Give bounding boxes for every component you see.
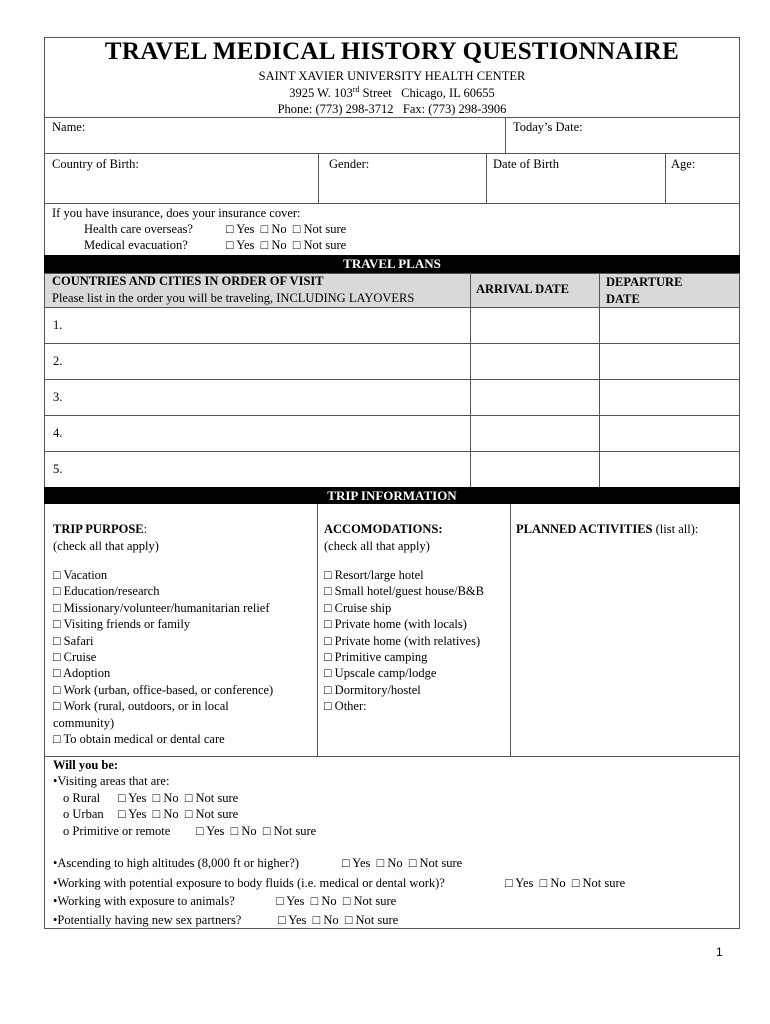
travel-departure-input[interactable] (601, 453, 738, 486)
accommodation-option[interactable]: □ Dormitory/hostel (324, 682, 421, 697)
question-altitude-options[interactable]: □ Yes □ No □ Not sure (342, 856, 463, 870)
address-post: Street Chicago, IL 60655 (359, 86, 495, 101)
country-of-birth-label: Country of Birth: (52, 157, 139, 171)
trip-purpose-option[interactable]: □ Vacation (53, 568, 108, 582)
travel-arrival-input[interactable] (472, 417, 598, 450)
question-body-fluids-options[interactable]: □ Yes □ No □ Not sure (505, 876, 626, 890)
travel-departure-input[interactable] (601, 345, 738, 378)
travel-arrival-input[interactable] (472, 345, 598, 378)
planned-activities-sub: (list all): (652, 522, 699, 536)
travel-row-number: 2. (53, 354, 63, 368)
planned-activities-input[interactable] (512, 542, 738, 754)
age-label: Age: (671, 157, 696, 171)
age-input[interactable] (666, 174, 739, 202)
address-pre: 3925 W. 103 (289, 86, 353, 101)
area-primitive-label: o Primitive or remote (63, 824, 171, 838)
divider (44, 203, 740, 204)
trip-purpose-list (53, 567, 315, 747)
departure-date-header (606, 274, 682, 308)
gender-input[interactable] (319, 174, 485, 202)
todays-date-input[interactable] (506, 134, 739, 152)
travel-destination-input[interactable] (66, 381, 468, 414)
travel-destination-input[interactable] (66, 453, 468, 486)
will-you-be-title: Will you be: (53, 758, 119, 772)
trip-purpose-colon: : (143, 522, 148, 536)
todays-date-label: Today’s Date: (513, 120, 583, 134)
insurance-overseas-options[interactable]: □ Yes □ No □ Not sure (226, 222, 347, 236)
travel-destination-input[interactable] (66, 345, 468, 378)
travel-departure-input[interactable] (601, 381, 738, 414)
divider (44, 307, 740, 308)
area-urban-options[interactable]: □ Yes □ No □ Not sure (118, 807, 239, 821)
accommodation-option[interactable]: □ Private home (with relatives) (324, 633, 481, 648)
travel-row-number: 1. (53, 318, 63, 332)
trip-purpose-heading (53, 522, 147, 537)
country-of-birth-input[interactable] (45, 174, 317, 202)
divider (44, 153, 740, 154)
travel-destination-input[interactable] (66, 417, 468, 450)
travel-destination-input[interactable] (66, 309, 468, 342)
insurance-question: If you have insurance, does your insurance cover: (52, 206, 301, 220)
trip-purpose-option[interactable]: □ Safari (53, 633, 94, 648)
visiting-areas-label: •Visiting areas that are: (53, 774, 170, 788)
accommodation-option[interactable]: □ Other: (324, 699, 367, 714)
accommodations-sub: (check all that apply) (324, 539, 430, 553)
divider (44, 117, 740, 118)
insurance-evacuation-options[interactable]: □ Yes □ No □ Not sure (226, 238, 347, 252)
departure-line1: DEPARTURE (606, 275, 683, 289)
accommodation-option[interactable]: □ Upscale camp/lodge (324, 666, 437, 681)
trip-purpose-sub: (check all that apply) (53, 539, 159, 553)
area-rural-options[interactable]: □ Yes □ No □ Not sure (118, 791, 239, 805)
trip-purpose-option[interactable]: □ Adoption (53, 666, 111, 681)
travel-plans-bar: TRAVEL PLANS (44, 255, 740, 273)
countries-col-title: COUNTRIES AND CITIES IN ORDER OF VISIT (52, 274, 324, 288)
org-name: SAINT XAVIER UNIVERSITY HEALTH CENTER (258, 69, 526, 83)
page-number: 1 (716, 945, 723, 959)
divider (44, 415, 740, 416)
planned-activities-title: PLANNED ACTIVITIES (516, 522, 653, 536)
question-sex-partners-options[interactable]: □ Yes □ No □ Not sure (278, 913, 399, 927)
trip-purpose-option-cont: community) (53, 715, 115, 730)
gender-label: Gender: (329, 157, 370, 171)
divider (44, 343, 740, 344)
travel-row-number: 3. (53, 390, 63, 404)
accommodation-option[interactable]: □ Private home (with locals) (324, 617, 467, 632)
arrival-date-header: ARRIVAL DATE (476, 282, 569, 296)
trip-purpose-option[interactable]: □ Missionary/volunteer/humanitarian relief (53, 600, 270, 615)
insurance-evacuation-label: Medical evacuation? (84, 238, 188, 252)
travel-row-number: 4. (53, 426, 63, 440)
org-address (44, 85, 740, 101)
accommodation-option[interactable]: □ Primitive camping (324, 650, 428, 665)
question-body-fluids-label: •Working with potential exposure to body fluids (i.e. medical or dental work)? (53, 876, 445, 890)
question-animals-options[interactable]: □ Yes □ No □ Not sure (276, 894, 397, 908)
address-sup: rd (352, 85, 360, 94)
travel-arrival-input[interactable] (472, 381, 598, 414)
question-altitude-label: •Ascending to high altitudes (8,000 ft or higher?) (53, 856, 299, 870)
divider (44, 273, 740, 274)
divider (599, 273, 600, 487)
travel-departure-input[interactable] (601, 417, 738, 450)
divider (44, 451, 740, 452)
departure-line2: DATE (606, 292, 640, 306)
divider (44, 756, 740, 757)
divider (44, 379, 740, 380)
divider (470, 273, 471, 487)
date-of-birth-input[interactable] (487, 174, 664, 202)
accommodation-option[interactable]: □ Small hotel/guest house/B&B (324, 584, 484, 599)
divider (317, 504, 318, 756)
accommodation-option[interactable]: □ Resort/large hotel (324, 568, 424, 582)
travel-row-number: 5. (53, 462, 63, 476)
trip-purpose-option[interactable]: □ Work (rural, outdoors, or in local (53, 699, 229, 714)
trip-purpose-option[interactable]: □ To obtain medical or dental care (53, 732, 225, 747)
trip-information-bar: TRIP INFORMATION (44, 487, 740, 504)
travel-arrival-input[interactable] (472, 453, 598, 486)
accommodations-list (324, 567, 509, 715)
trip-purpose-option[interactable]: □ Cruise (53, 650, 97, 665)
divider (510, 504, 511, 756)
question-animals-label: •Working with exposure to animals? (53, 894, 235, 908)
accommodations-title: ACCOMODATIONS: (324, 522, 443, 536)
name-field-label: Name: (52, 120, 86, 134)
question-sex-partners-label: •Potentially having new sex partners? (53, 913, 242, 927)
travel-departure-input[interactable] (601, 309, 738, 342)
countries-col-sub: Please list in the order you will be traveling, INCLUDING LAYOVERS (52, 291, 415, 305)
page-title: TRAVEL MEDICAL HISTORY QUESTIONNAIRE (104, 38, 680, 65)
trip-purpose-option[interactable]: □ Education/research (53, 584, 160, 599)
name-field-input[interactable] (45, 134, 504, 152)
area-rural-label: o Rural (63, 791, 101, 805)
travel-arrival-input[interactable] (472, 309, 598, 342)
planned-activities-heading (516, 522, 698, 537)
trip-purpose-option[interactable]: □ Work (urban, office-based, or conference) (53, 682, 274, 697)
insurance-overseas-label: Health care overseas? (84, 222, 193, 236)
date-of-birth-label: Date of Birth (493, 157, 559, 171)
org-phone: Phone: (773) 298-3712 Fax: (773) 298-3906 (277, 102, 507, 116)
trip-purpose-title: TRIP PURPOSE (53, 522, 144, 536)
area-urban-label: o Urban (63, 807, 104, 821)
accommodation-option[interactable]: □ Cruise ship (324, 600, 392, 615)
area-primitive-options[interactable]: □ Yes □ No □ Not sure (196, 824, 317, 838)
trip-purpose-option[interactable]: □ Visiting friends or family (53, 617, 191, 632)
